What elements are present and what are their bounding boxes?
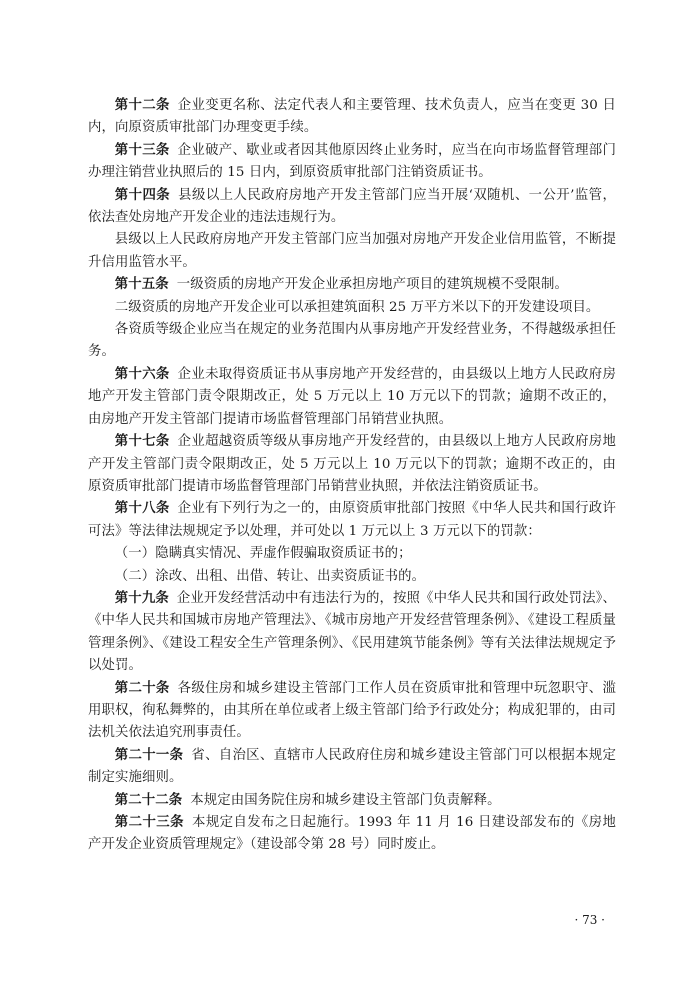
- article-label: 第二十三条: [114, 815, 184, 830]
- article-text: 县级以上人民政府房地产开发主管部门应当加强对房地产开发企业信用监管，不断提升信用监管水平。: [88, 232, 616, 270]
- article-18-item-1: [88, 543, 616, 565]
- article-label: 第二十条: [114, 680, 170, 696]
- article-text: 省、自治区、直辖市人民政府住房和城乡建设主管部门可以根据本规定制定实施细则。: [88, 747, 616, 786]
- article-label: 第二十二条: [114, 792, 183, 808]
- article-12: [88, 95, 616, 140]
- article-15-paragraph-3: [88, 319, 616, 364]
- article-21: [88, 745, 616, 790]
- article-text: 二级资质的房地产开发企业可以承担建筑面积 25 万平方米以下的开发建设项目。: [114, 299, 600, 315]
- article-20: [88, 678, 616, 745]
- article-14-paragraph-2: [88, 229, 616, 274]
- article-19: [88, 588, 616, 678]
- article-text: 企业未取得资质证书从事房地产开发经营的，由县级以上地方人民政府房地产开发主管部门责令限期改正，处 5 万元以上 10 万元以下的罚款；逾期不改正的，由房地产开发主管部门提请市场监督管理部门吊销营业执照。: [88, 366, 616, 427]
- article-18-item-2: [88, 566, 616, 588]
- article-text: 企业有下列行为之一的，由原资质审批部门按照《中华人民共和国行政许可法》等法律法规规定予以处理，并可处以 1 万元以上 3 万元以下的罚款：: [88, 501, 616, 539]
- article-label: 第十九条: [114, 590, 169, 606]
- article-13: [88, 140, 616, 185]
- article-label: 第十七条: [114, 434, 170, 450]
- article-text: 县级以上人民政府房地产开发主管部门应当开展‘双随机、一公开’监管，依法查处房地产开发企业的违法违规行为。: [88, 187, 616, 226]
- article-label: 第十六条: [114, 366, 170, 382]
- article-22: [88, 790, 616, 812]
- article-label: 第十八条: [114, 501, 170, 517]
- article-text: 一级资质的房地产开发企业承担房地产项目的建筑规模不受限制。: [176, 277, 569, 293]
- article-16: [88, 364, 616, 431]
- article-label: 第十四条: [114, 187, 171, 203]
- article-23: [88, 812, 616, 857]
- document-body: [88, 95, 616, 857]
- article-14: [88, 185, 616, 230]
- article-text: 各资质等级企业应当在规定的业务范围内从事房地产开发经营业务，不得越级承担任务。: [88, 322, 616, 360]
- article-text: 企业超越资质等级从事房地产开发经营的，由县级以上地方人民政府房地产开发主管部门责令限期改正，处 5 万元以上 10 万元以下的罚款；逾期不改正的，由原资质审批部门提请市场监督管理部门吊销营业执照，并依法注销资质证书。: [88, 434, 616, 494]
- article-text: 企业破产、歇业或者因其他原因终止业务时，应当在向市场监督管理部门办理注销营业执照后的 15 日内，到原资质审批部门注销资质证书。: [88, 142, 616, 181]
- article-17: [88, 431, 616, 498]
- article-text: 本规定自发布之日起施行。1993 年 11 月 16 日建设部发布的《房地产开发企业资质管理规定》（建设部令第 28 号）同时废止。: [88, 815, 617, 853]
- article-18: [88, 498, 616, 543]
- page-number: · 73 ·: [574, 913, 605, 927]
- article-label: 第十三条: [114, 142, 170, 158]
- article-text: 本规定由国务院住房和城乡建设主管部门负责解释。: [190, 792, 501, 808]
- article-text: 企业变更名称、法定代表人和主要管理、技术负责人，应当在变更 30 日内，向原资质审批部门办理变更手续。: [88, 98, 616, 136]
- article-15-paragraph-2: [88, 297, 616, 319]
- article-label: 第十五条: [114, 277, 169, 293]
- article-text: 各级住房和城乡建设主管部门工作人员在资质审批和管理中玩忽职守、滥用职权，徇私舞弊的，由其所在单位或者上级主管部门给予行政处分；构成犯罪的，由司法机关依法追究刑事责任。: [88, 680, 616, 741]
- article-text: （一）隐瞒真实情况、弄虚作假骗取资质证书的；: [114, 546, 412, 562]
- article-label: 第十二条: [114, 98, 170, 113]
- article-label: 第二十一条: [114, 747, 184, 763]
- article-text: （二）涂改、出租、出借、转让、出卖资质证书的。: [114, 568, 426, 584]
- article-15: [88, 274, 616, 296]
- article-text: 企业开发经营活动中有违法行为的，按照《中华人民共和国行政处罚法》、《中华人民共和国城市房地产管理法》、《城市房地产开发经营管理条例》、《建设工程质量管理条例》、《建设工程安全生产管理条例》、《民用建筑节能条例》等有关法律法规规定予以处罚。: [88, 590, 616, 674]
